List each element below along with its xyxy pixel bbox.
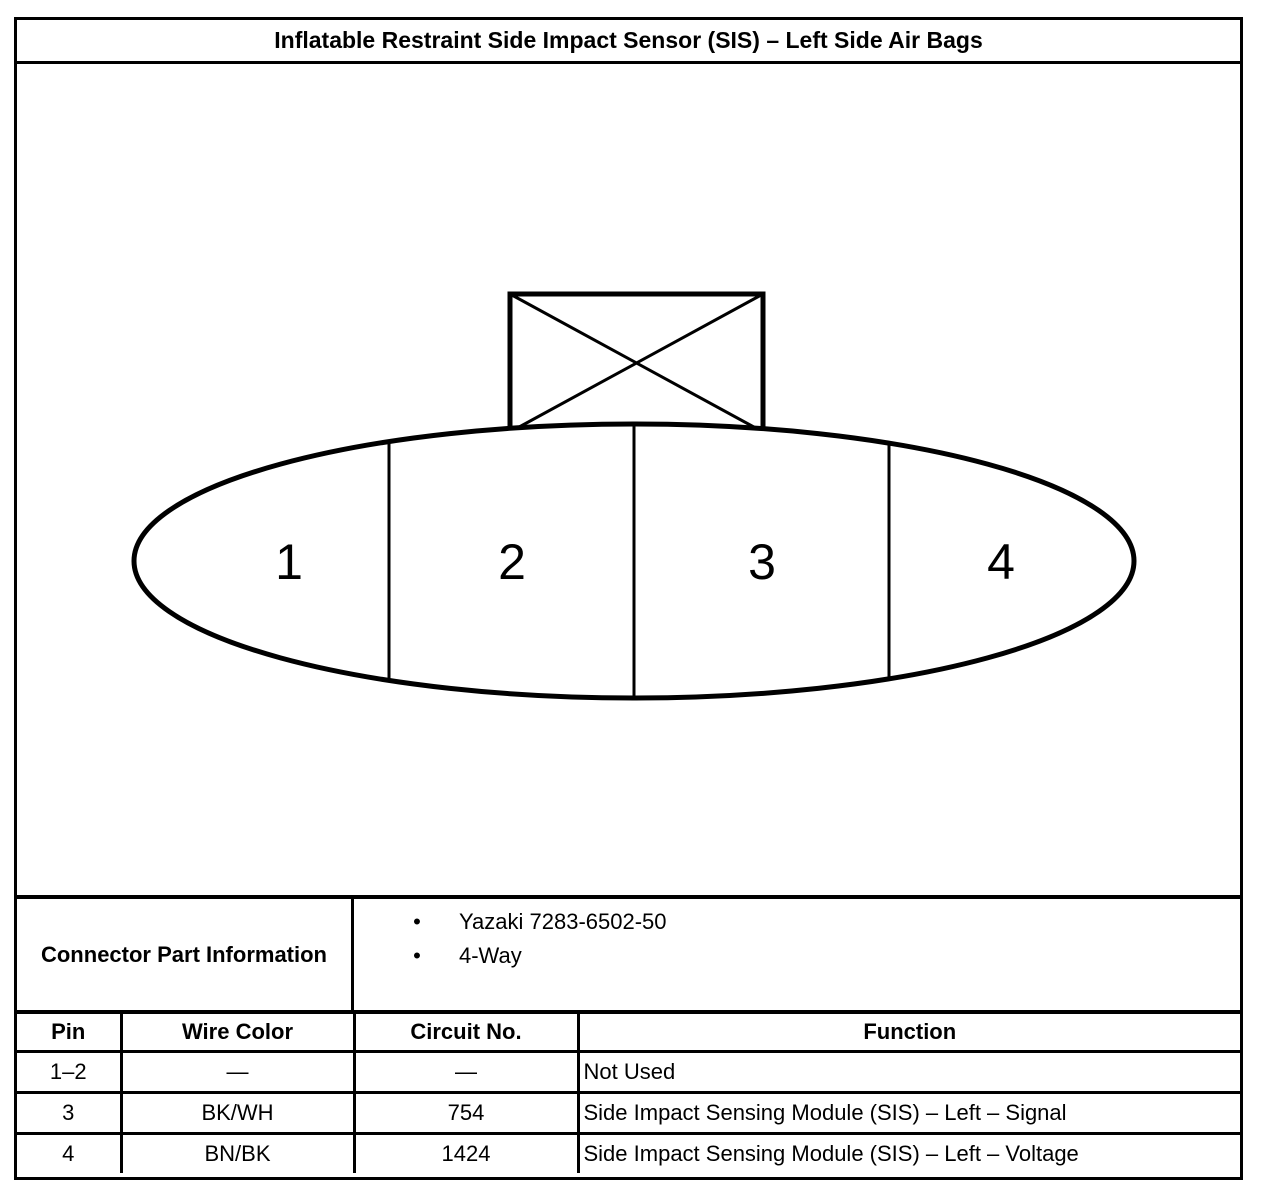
header-pin: Pin [17, 1014, 121, 1052]
pin-label-3: 3 [748, 534, 776, 590]
table-row [17, 1093, 1240, 1134]
cell-wire-color: — [121, 1052, 354, 1093]
pinout-table [17, 1014, 1240, 1173]
connector-lock-tab [510, 294, 763, 432]
list-item [407, 939, 667, 973]
connector-diagram [17, 64, 1240, 896]
cell-pin: 4 [17, 1134, 121, 1174]
pin-label-2: 2 [498, 534, 526, 590]
part-info-label: Connector Part Information [17, 899, 354, 1010]
bullet-icon: • [413, 909, 421, 934]
cell-wire-color: BK/WH [121, 1093, 354, 1134]
connector-ways: 4-Way [459, 943, 522, 968]
pin-label-1: 1 [275, 534, 303, 590]
cell-wire-color: BN/BK [121, 1134, 354, 1174]
bullet-icon: • [413, 943, 421, 968]
cell-function: Side Impact Sensing Module (SIS) – Left – Voltage [578, 1134, 1240, 1174]
connector-face-svg [17, 64, 1240, 896]
part-info-list [407, 905, 667, 973]
pin-label-4: 4 [987, 534, 1015, 590]
table-header-row [17, 1014, 1240, 1052]
list-item [407, 905, 667, 939]
cell-pin: 3 [17, 1093, 121, 1134]
cell-circuit: 1424 [354, 1134, 578, 1174]
connector-sheet [14, 17, 1243, 1180]
header-function: Function [578, 1014, 1240, 1052]
page-title: Inflatable Restraint Side Impact Sensor (SIS) – Left Side Air Bags [17, 20, 1240, 64]
table-row [17, 1134, 1240, 1174]
cell-circuit: 754 [354, 1093, 578, 1134]
connector-part-info [17, 895, 1240, 1014]
header-wire-color: Wire Color [121, 1014, 354, 1052]
cell-function: Side Impact Sensing Module (SIS) – Left – Signal [578, 1093, 1240, 1134]
table-row [17, 1052, 1240, 1093]
cell-pin: 1–2 [17, 1052, 121, 1093]
header-circuit-no: Circuit No. [354, 1014, 578, 1052]
part-number: Yazaki 7283-6502-50 [459, 909, 667, 934]
cell-circuit: — [354, 1052, 578, 1093]
cell-function: Not Used [578, 1052, 1240, 1093]
